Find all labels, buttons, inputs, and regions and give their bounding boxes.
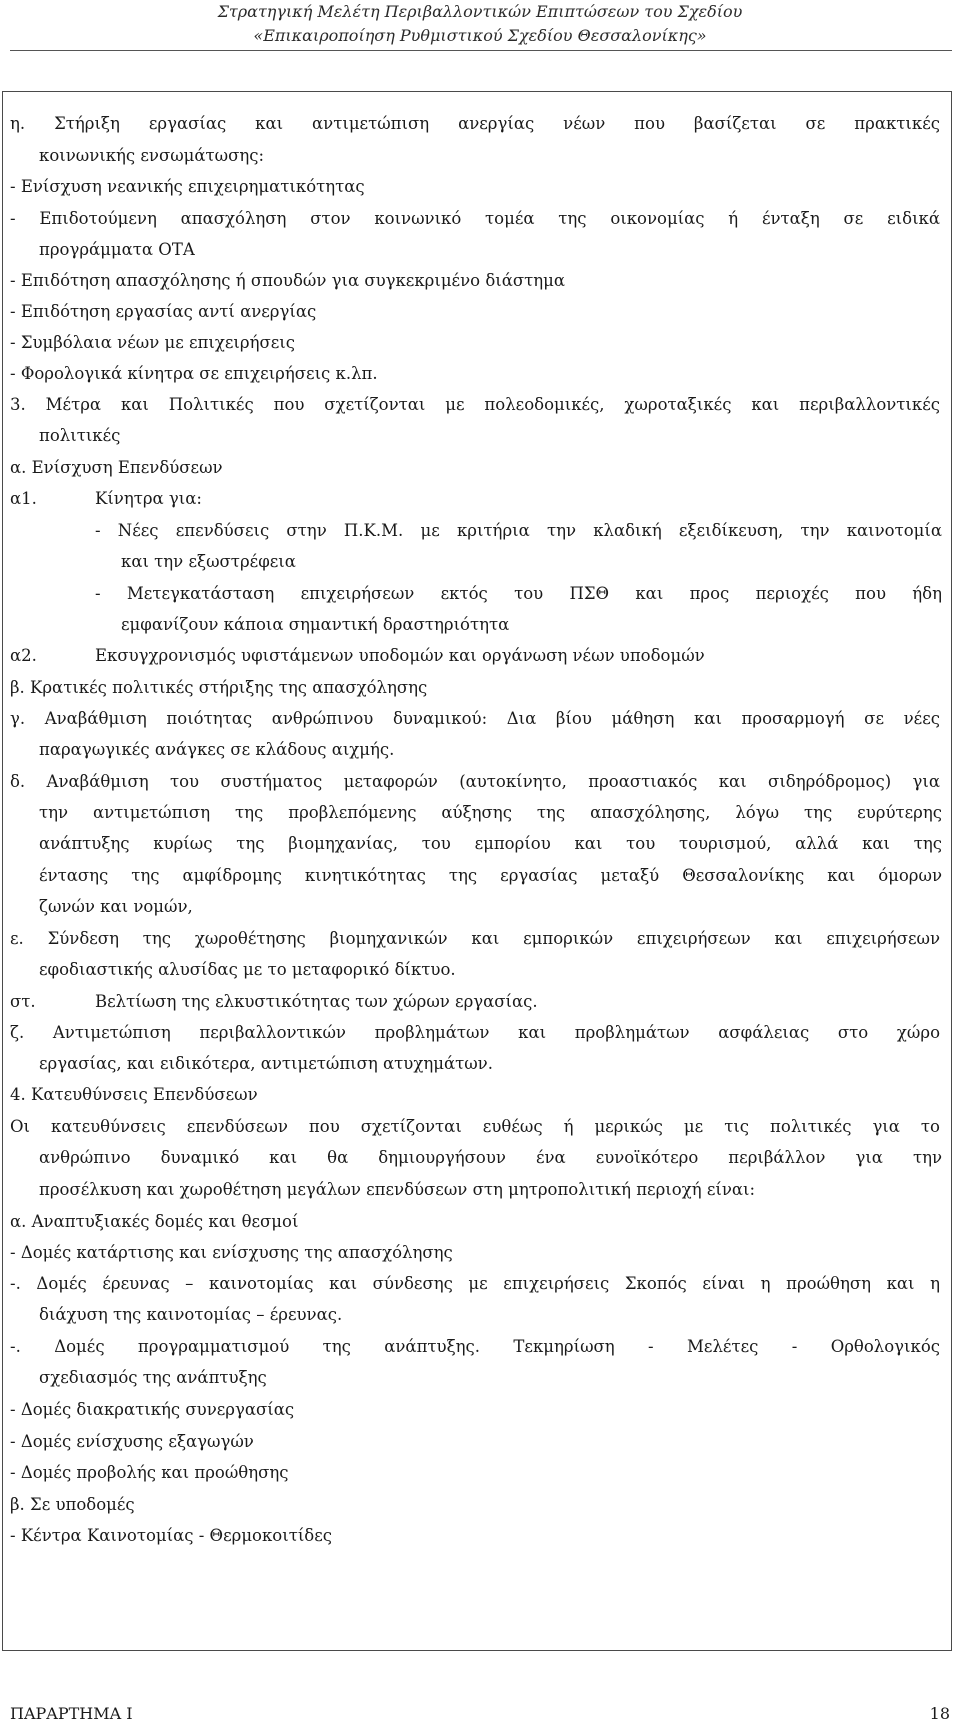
list-item: - Επιδοτούμενη απασχόληση στον κοινωνικό τομέα της οικονομίας ή ένταξη σε ειδικά (10, 209, 940, 228)
list-item: - Νέες επενδύσεις στην Π.Κ.Μ. με κριτήρια την κλαδική εξειδίκευση, την καινοτομία (95, 521, 942, 540)
subheading-beta-2: β. Σε υποδομές (10, 1495, 135, 1514)
list-item-cont: και την εξωστρέφεια (121, 552, 296, 571)
section-heading-4: 4. Κατευθύνσεις Επενδύσεων (10, 1085, 258, 1104)
list-item: - Μετεγκατάσταση επιχειρήσεων εκτός του ΠΣΘ και προς περιοχές που ήδη (95, 584, 942, 603)
paragraph-zeta: ζ. Αντιμετώπιση περιβαλλοντικών προβλημάτων και προβλημάτων ασφάλειας στο χώρο (10, 1023, 940, 1042)
paragraph-delta-cont: την αντιμετώπιση της προβλεπόμενης αύξησης της απασχόλησης, λόγω της ευρύτερης (39, 803, 942, 822)
list-item: - Δομές προβολής και προώθησης (10, 1463, 289, 1482)
list-item: - Δομές κατάρτισης και ενίσχυσης της απασχόλησης (10, 1243, 453, 1262)
paragraph-delta-cont: ανάπτυξης κυρίως της βιομηχανίας, του εμπορίου και του τουρισμού, αλλά και της (39, 834, 942, 853)
paragraph-delta-cont: έντασης της αμφίδρομης κινητικότητας της εργασίας μεταξύ Θεσσαλονίκης και όμορων (39, 866, 942, 885)
paragraph-eta: η. Στήριξη εργασίας και αντιμετώπιση ανεργίας νέων που βασίζεται σε πρακτικές (10, 114, 940, 133)
item-a1-label: α1. (10, 489, 37, 508)
list-item-cont: εμφανίζουν κάποια σημαντική δραστηριότητα (121, 615, 510, 634)
header-divider (10, 50, 952, 51)
paragraph-delta: δ. Αναβάθμιση του συστήματος μεταφορών (αυτοκίνητο, προαστιακός και σιδηρόδρομος) για (10, 772, 940, 791)
list-item: - Επιδότηση εργασίας αντί ανεργίας (10, 302, 317, 321)
subheading-beta: β. Κρατικές πολιτικές στήριξης της απασχόλησης (10, 678, 428, 697)
paragraph-epsilon: ε. Σύνδεση της χωροθέτησης βιομηχανικών και εμπορικών επιχειρήσεων και επιχειρήσεων (10, 929, 940, 948)
paragraph-eta-cont: κοινωνικής ενσωμάτωσης: (39, 146, 265, 165)
item-st-text: Βελτίωση της ελκυστικότητας των χώρων εργασίας. (95, 992, 538, 1011)
list-item-cont: διάχυση της καινοτομίας – έρευνας. (39, 1305, 343, 1324)
paragraph-delta-cont: ζωνών και νομών, (39, 897, 193, 916)
paragraph-zeta-cont: εργασίας, και ειδικότερα, αντιμετώπιση ατυχημάτων. (39, 1054, 493, 1073)
item-a1-text: Κίνητρα για: (95, 489, 202, 508)
item-a2-text: Εκσυγχρονισμός υφιστάμενων υποδομών και οργάνωση νέων υποδομών (95, 646, 705, 665)
list-item: - Δομές ενίσχυσης εξαγωγών (10, 1432, 254, 1451)
item-st-label: στ. (10, 992, 36, 1011)
header-title-line1: Στρατηγική Μελέτη Περιβαλλοντικών Επιπτώσεων του Σχεδίου (217, 2, 743, 21)
list-item: - Κέντρα Καινοτομίας - Θερμοκοιτίδες (10, 1526, 333, 1545)
paragraph-gamma-cont: παραγωγικές ανάγκες σε κλάδους αιχμής. (39, 740, 395, 759)
section-heading-3: 3. Μέτρα και Πολιτικές που σχετίζονται με πολεοδομικές, χωροταξικές και περιβαλλοντικές (10, 395, 940, 414)
list-item: - Επιδότηση απασχόλησης ή σπουδών για συγκεκριμένο διάστημα (10, 271, 566, 290)
paragraph-gamma: γ. Αναβάθμιση ποιότητας ανθρώπινου δυναμικού: Δια βίου μάθηση και προσαρμογή σε νέες (10, 709, 940, 728)
paragraph-epsilon-cont: εφοδιαστικής αλυσίδας με το μεταφορικό δίκτυο. (39, 960, 456, 979)
list-item: -. Δομές προγραμματισμού της ανάπτυξης. Τεκμηρίωση - Μελέτες - Ορθολογικός (10, 1337, 940, 1356)
list-item: - Ενίσχυση νεανικής επιχειρηματικότητας (10, 177, 365, 196)
header-title-line2: «Επικαιροποίηση Ρυθμιστικού Σχεδίου Θεσσαλονίκης» (253, 26, 707, 45)
list-item: - Δομές διακρατικής συνεργασίας (10, 1400, 295, 1419)
page-header (0, 0, 960, 48)
paragraph-intro-cont: προσέλκυση και χωροθέτηση μεγάλων επενδύσεων στη μητροπολιτική περιοχή είναι: (39, 1180, 756, 1199)
page-number: 18 (929, 1704, 950, 1723)
item-a2-label: α2. (10, 646, 37, 665)
list-item: - Συμβόλαια νέων με επιχειρήσεις (10, 333, 295, 352)
list-item: -. Δομές έρευνας – καινοτομίας και σύνδεσης με επιχειρήσεις Σκοπός είναι η προώθηση και η (10, 1274, 940, 1293)
subheading-alpha: α. Ενίσχυση Επενδύσεων (10, 458, 223, 477)
section-heading-3-cont: πολιτικές (39, 426, 121, 445)
subheading-alpha-2: α. Αναπτυξιακές δομές και θεσμοί (10, 1212, 299, 1231)
paragraph-intro-cont: ανθρώπινο δυναμικό και θα δημιουργήσουν ένα ευνοϊκότερο περιβάλλον για την (39, 1148, 942, 1167)
list-item-cont: σχεδιασμός της ανάπτυξης (39, 1368, 267, 1387)
list-item-cont: προγράμματα ΟΤΑ (39, 240, 195, 259)
list-item: - Φορολογικά κίνητρα σε επιχειρήσεις κ.λπ. (10, 364, 378, 383)
paragraph-intro: Οι κατευθύνσεις επενδύσεων που σχετίζονται ευθέως ή μερικώς με τις πολιτικές για το (10, 1117, 940, 1136)
footer-appendix-label: ΠΑΡΑΡΤΗΜΑ Ι (10, 1704, 133, 1723)
